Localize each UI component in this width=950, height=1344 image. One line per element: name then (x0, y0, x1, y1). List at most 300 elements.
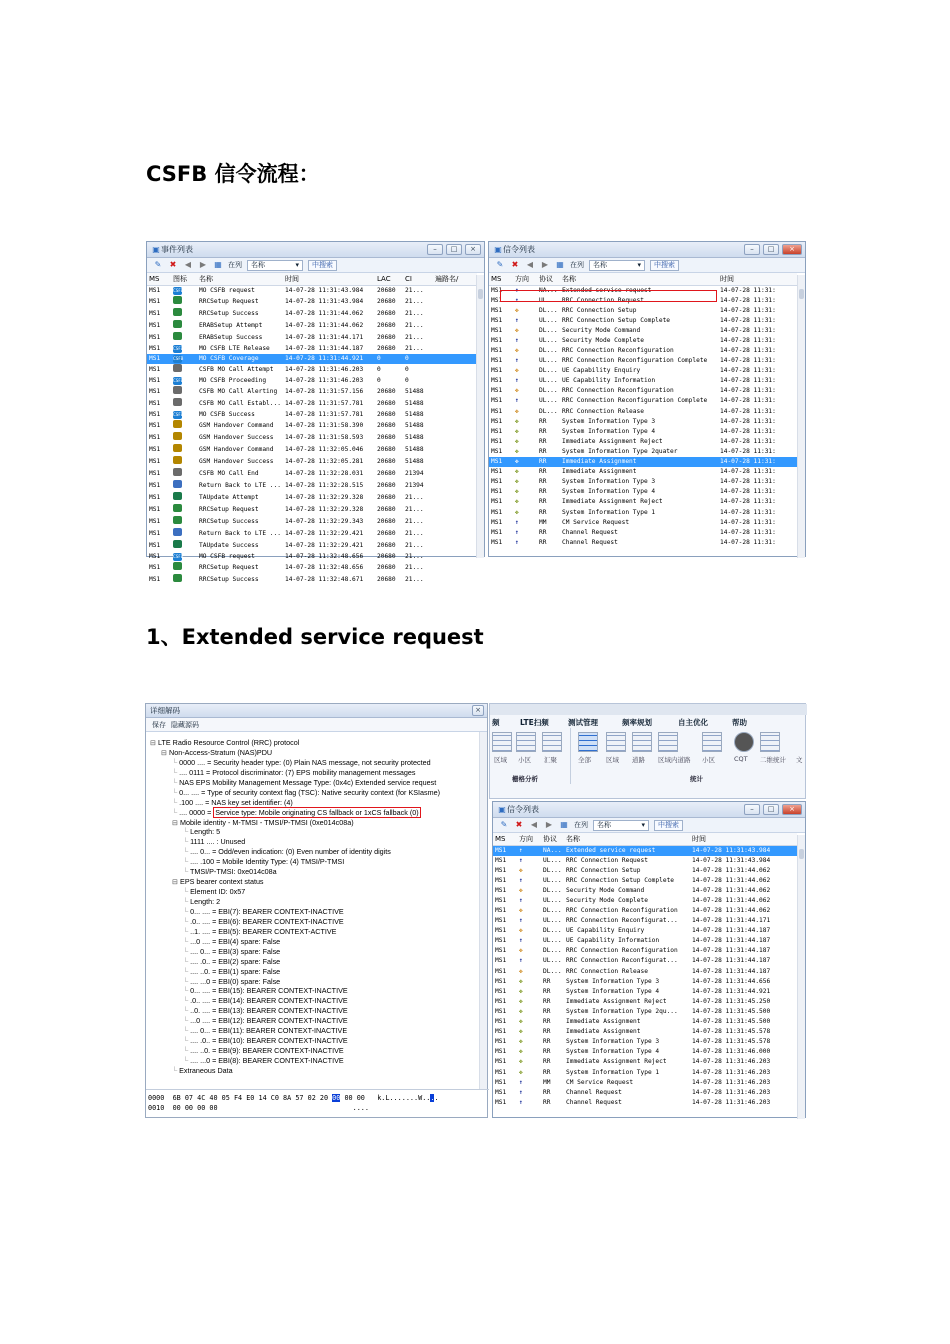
road-cell (433, 528, 477, 540)
table-row[interactable] (493, 987, 797, 997)
icon-cell (171, 320, 197, 332)
road-cell (433, 344, 477, 354)
time-cell: 14-07-28 11:31: (720, 447, 776, 455)
back-arrow-icon[interactable]: ◀ (530, 820, 538, 829)
tree-node[interactable] (150, 788, 440, 798)
ci-cell: 21... (405, 563, 424, 571)
vertical-scrollbar[interactable] (479, 732, 487, 1089)
ribbon-tool-icon[interactable] (734, 732, 754, 752)
ribbon-tool-label: 文 (796, 756, 803, 764)
table-row[interactable] (147, 492, 477, 504)
table-row[interactable] (493, 977, 797, 987)
ms-cell: MS1 (149, 410, 161, 418)
table-row[interactable] (493, 946, 797, 956)
ms-cell: MS1 (149, 387, 161, 395)
uplink-arrow-icon: ↑ (519, 856, 523, 864)
name-cell: RRCSetup Request (199, 297, 259, 305)
name-cell: UE Capability Enquiry (562, 367, 641, 375)
column-header[interactable]: 时间 (718, 273, 797, 285)
tree-node[interactable] (150, 957, 440, 967)
tree-node[interactable] (150, 738, 440, 748)
table-row[interactable] (147, 516, 477, 528)
table-row[interactable] (493, 1027, 797, 1037)
edit-icon[interactable]: ✎ (154, 260, 162, 269)
tree-node[interactable] (150, 748, 440, 758)
tree-node-text: ...0 .... = EBI(4) spare: False (190, 936, 281, 946)
edit-icon[interactable]: ✎ (496, 260, 504, 269)
time-cell: 14-07-28 11:31: (720, 326, 776, 334)
table-row[interactable] (493, 1047, 797, 1057)
forward-arrow-icon[interactable]: ▶ (199, 260, 207, 269)
vertical-scrollbar[interactable] (476, 275, 484, 558)
table-row[interactable] (147, 386, 477, 398)
vertical-scrollbar[interactable] (797, 835, 805, 1119)
table-row[interactable] (489, 386, 797, 396)
table-row[interactable] (489, 437, 797, 447)
column-header[interactable]: 名称 (564, 833, 690, 845)
direction-cell (517, 1098, 541, 1108)
downlink-arrow-icon: ✥ (515, 437, 519, 445)
maximize-button[interactable]: □ (446, 244, 462, 255)
ci-cell: 21... (405, 333, 424, 341)
ci-cell: 21... (405, 517, 424, 525)
time-cell: 14-07-28 11:31:44.171 (692, 917, 771, 925)
forward-arrow-icon[interactable]: ▶ (541, 260, 549, 269)
column-header[interactable]: CI (403, 273, 433, 285)
tree-node[interactable] (150, 967, 440, 977)
tree-node[interactable] (150, 996, 440, 1006)
rrc-icon (173, 574, 182, 582)
time-cell: 14-07-28 11:31:44.656 (692, 977, 771, 985)
table-row[interactable] (493, 1088, 797, 1098)
protocol-cell: DL... (539, 326, 558, 334)
tree-node[interactable] (150, 768, 440, 778)
tree-node-text: .0.. .... = EBI(14): BEARER CONTEXT-INACTIVE (190, 996, 348, 1006)
lac-cell: 20680 (377, 481, 396, 489)
ribbon-tool-icon[interactable] (632, 732, 652, 752)
ribbon-tab[interactable]: 自主优化 (678, 718, 708, 727)
table-row[interactable] (147, 296, 477, 308)
time-cell: 14-07-28 11:32:05.281 (285, 457, 364, 465)
tree-node[interactable] (150, 1006, 440, 1016)
table-row[interactable] (489, 326, 797, 336)
name-cell: MO CSFB Success (199, 410, 255, 418)
tree-node[interactable] (150, 1066, 440, 1076)
phone-icon (173, 468, 182, 476)
lac-cell: 20680 (377, 457, 396, 465)
icon-cell (171, 444, 197, 456)
table-row[interactable] (493, 967, 797, 977)
table-row[interactable] (147, 504, 477, 516)
table-row[interactable] (489, 528, 797, 538)
maximize-button[interactable]: □ (763, 244, 779, 255)
table-row[interactable] (147, 562, 477, 574)
direction-cell (513, 457, 537, 467)
table-row[interactable] (489, 316, 797, 326)
ribbon-tool-label: 区域 (494, 756, 507, 764)
in-column-label: 在列 (570, 261, 584, 269)
table-row[interactable] (493, 856, 797, 866)
lac-cell: 20680 (377, 433, 396, 441)
delete-icon[interactable]: ✖ (515, 820, 523, 829)
table-row[interactable] (147, 354, 477, 364)
time-cell: 14-07-28 11:31:44.187 (692, 967, 771, 975)
ribbon-tool-icon[interactable] (760, 732, 780, 752)
ribbon-tool-label: 二维统计 (760, 756, 786, 764)
column-header[interactable]: 时间 (690, 833, 797, 845)
table-row[interactable] (493, 876, 797, 886)
tree-branch-line: └ (183, 867, 190, 877)
table-row[interactable] (493, 1078, 797, 1088)
name-cell: RRC Connection Release (562, 407, 644, 415)
tree-node[interactable] (150, 857, 440, 867)
table-row[interactable] (493, 997, 797, 1007)
rrc-icon (173, 296, 182, 304)
name-cell: UE Capability Information (562, 377, 656, 385)
direction-cell (517, 1088, 541, 1098)
forward-arrow-icon[interactable]: ▶ (545, 820, 553, 829)
table-row[interactable] (147, 540, 477, 552)
icon-cell (171, 344, 197, 354)
minimize-button[interactable]: – (744, 804, 760, 815)
table-row[interactable] (147, 420, 477, 432)
ribbon-title-strip (490, 704, 807, 715)
tree-node[interactable] (150, 1036, 440, 1046)
table-row[interactable] (147, 528, 477, 540)
tree-branch-line: └ (183, 827, 191, 837)
tree-node[interactable] (150, 1026, 440, 1036)
column-select[interactable] (247, 260, 303, 271)
table-row[interactable] (489, 396, 797, 406)
filter-icon[interactable]: ▦ (214, 260, 222, 269)
table-row[interactable] (493, 1017, 797, 1027)
direction-cell (517, 967, 541, 977)
tree-node[interactable] (150, 937, 440, 947)
save-button[interactable]: 保存 (152, 720, 166, 729)
collapse-toggle-icon[interactable]: ⊟ (161, 747, 170, 757)
table-row[interactable] (489, 427, 797, 437)
table-row[interactable] (147, 444, 477, 456)
table-row[interactable] (489, 487, 797, 497)
window-title: 详细解码 (150, 706, 180, 715)
direction-cell (513, 356, 537, 366)
table-row[interactable] (493, 1067, 797, 1077)
close-button[interactable]: × (782, 244, 802, 255)
table-row[interactable] (147, 308, 477, 320)
protocol-cell: UL... (543, 896, 562, 904)
name-cell: RRC Connection Reconfigurat... (566, 957, 678, 965)
tree-node[interactable] (150, 827, 440, 837)
time-cell: 14-07-28 11:31:57.781 (285, 410, 364, 418)
chevron-down-icon: ▾ (295, 260, 299, 269)
hex-ascii-highlight: . (430, 1094, 435, 1102)
time-cell: 14-07-28 11:31:44.062 (692, 876, 771, 884)
table-row[interactable] (493, 1007, 797, 1017)
direction-cell (513, 386, 537, 396)
tree-node[interactable] (150, 1056, 440, 1066)
tree-branch-line: └ (172, 767, 180, 777)
tree-node[interactable] (150, 867, 440, 877)
ribbon-tab[interactable]: 频 (492, 718, 500, 727)
table-row[interactable] (489, 376, 797, 386)
lac-cell: 20680 (377, 321, 396, 329)
uplink-arrow-icon: ↑ (515, 336, 519, 344)
close-button[interactable]: × (465, 244, 481, 255)
ms-cell: MS1 (495, 1078, 507, 1086)
minimize-button[interactable]: – (744, 244, 760, 255)
column-header[interactable]: 名称 (197, 273, 283, 285)
table-row[interactable] (489, 306, 797, 316)
name-cell: Immediate Assignment Reject (562, 437, 663, 445)
table-row[interactable] (489, 467, 797, 477)
tree-node-text: .... .100 = Mobile Identity Type: (4) TMSI/P-TMSI (190, 857, 345, 867)
ribbon-tool-icon[interactable] (492, 732, 512, 752)
column-header[interactable]: 名称 (560, 273, 718, 285)
tree-branch-line: └ (183, 857, 191, 867)
window-icon: ▣ (152, 244, 160, 254)
lac-cell: 0 (377, 376, 381, 384)
uplink-arrow-icon: ↑ (519, 957, 523, 965)
column-header[interactable]: 遍路名/ (433, 273, 477, 285)
icon-cell (171, 432, 197, 444)
ribbon-tool-icon[interactable] (542, 732, 562, 752)
delete-icon[interactable]: ✖ (169, 260, 177, 269)
table-row[interactable] (489, 346, 797, 356)
table-row[interactable] (493, 916, 797, 926)
tree-node[interactable] (150, 947, 440, 957)
time-cell: 14-07-28 11:31: (720, 336, 776, 344)
table-row[interactable] (489, 356, 797, 366)
ms-cell: MS1 (149, 376, 161, 384)
column-header[interactable]: 时间 (283, 273, 375, 285)
icon-cell (171, 574, 197, 586)
table-row[interactable] (147, 364, 477, 376)
back-arrow-icon[interactable]: ◀ (184, 260, 192, 269)
name-cell: Immediate Assignment Reject (566, 997, 667, 1005)
table-row[interactable] (147, 456, 477, 468)
name-cell: System Information Type 2quater (562, 447, 678, 455)
direction-cell (513, 437, 537, 447)
column-header[interactable]: 协议 (537, 273, 560, 285)
ribbon-group-grid-analysis: 栅格分析 (512, 775, 538, 783)
hex-pane (148, 1093, 439, 1113)
lac-cell: 20680 (377, 421, 396, 429)
tree-node[interactable] (150, 778, 440, 788)
time-cell: 14-07-28 11:31: (720, 296, 776, 304)
ribbon-tool-icon[interactable] (606, 732, 626, 752)
column-header[interactable]: 协议 (541, 833, 564, 845)
time-cell: 14-07-28 11:32:29.421 (285, 541, 364, 549)
ms-cell: MS1 (491, 468, 503, 476)
uplink-arrow-icon: ↑ (519, 1078, 523, 1086)
tree-node[interactable] (150, 808, 440, 818)
table-row[interactable] (147, 320, 477, 332)
protocol-cell: DL... (539, 407, 558, 415)
direction-cell (517, 1078, 541, 1088)
column-header[interactable]: LAC (375, 273, 403, 285)
tree-node[interactable] (150, 758, 440, 768)
maximize-button[interactable]: □ (763, 804, 779, 815)
column-select[interactable] (593, 820, 649, 831)
time-cell: 14-07-28 11:31:44.062 (692, 907, 771, 915)
table-row[interactable] (489, 417, 797, 427)
tree-node-text: .... ..0. = EBI(1) spare: False (190, 966, 281, 976)
minimize-button[interactable]: – (427, 244, 443, 255)
delete-icon[interactable]: ✖ (511, 260, 519, 269)
time-cell: 14-07-28 11:32:28.031 (285, 469, 364, 477)
name-cell: RRC Connection Reconfiguration Complete (562, 397, 708, 405)
collapse-toggle-icon[interactable]: ⊟ (172, 877, 181, 887)
column-header[interactable]: 方向 (517, 833, 541, 845)
table-row[interactable] (147, 574, 477, 586)
column-header[interactable]: 图标 (171, 273, 197, 285)
icon-cell (171, 552, 197, 562)
road-cell (433, 456, 477, 468)
tree-node[interactable] (150, 1046, 440, 1056)
time-cell: 14-07-28 11:31:46.203 (692, 1078, 771, 1086)
tree-node[interactable] (150, 877, 440, 887)
table-row[interactable] (493, 866, 797, 876)
ms-cell: MS1 (491, 407, 503, 415)
ribbon-tool-icon[interactable] (702, 732, 722, 752)
ribbon-tool-icon[interactable] (578, 732, 598, 752)
table-row[interactable] (147, 468, 477, 480)
tree-node[interactable] (150, 927, 440, 937)
table-row[interactable] (147, 480, 477, 492)
rrc-icon (173, 308, 182, 316)
tree-node[interactable] (150, 887, 440, 897)
search-button[interactable]: 中搜索 (308, 260, 337, 271)
column-header[interactable]: 方向 (513, 273, 537, 285)
column-header[interactable]: MS (493, 833, 517, 845)
ribbon-tab[interactable]: 频率规划 (622, 718, 652, 727)
ribbon-tab[interactable]: 帮助 (732, 718, 747, 727)
ribbon-group-stats: 统计 (690, 775, 703, 783)
time-cell: 14-07-28 11:31:57.781 (285, 399, 364, 407)
tree-node[interactable] (150, 818, 440, 828)
ms-cell: MS1 (495, 1007, 507, 1015)
table-row[interactable] (493, 896, 797, 906)
table-row[interactable] (489, 336, 797, 346)
table-row[interactable] (493, 926, 797, 936)
ms-cell: MS1 (149, 505, 161, 513)
table-row[interactable] (489, 407, 797, 417)
table-row[interactable] (493, 1057, 797, 1067)
tree-node[interactable] (150, 977, 440, 987)
tree-node-text: ..1. .... = EBI(5): BEARER CONTEXT-ACTIVE (190, 926, 337, 936)
table-row[interactable] (493, 886, 797, 896)
ribbon-tab[interactable]: 测试管理 (568, 718, 598, 727)
filter-icon[interactable]: ▦ (560, 820, 568, 829)
ribbon-tool-icon[interactable] (516, 732, 536, 752)
tree-node-text: Length: 2 (190, 897, 221, 906)
column-header[interactable]: MS (147, 273, 171, 285)
ms-cell: MS1 (149, 421, 161, 429)
table-row[interactable] (147, 344, 477, 354)
ms-cell: MS1 (149, 344, 161, 352)
table-row[interactable] (147, 410, 477, 420)
downlink-arrow-icon: ✥ (515, 367, 519, 375)
table-row[interactable] (489, 447, 797, 457)
time-cell: 14-07-28 11:31:43.984 (692, 856, 771, 864)
search-button[interactable]: 中搜索 (654, 820, 683, 831)
table-row[interactable] (493, 1037, 797, 1047)
table-row[interactable] (489, 366, 797, 376)
collapse-toggle-icon[interactable]: ⊟ (172, 817, 181, 827)
direction-cell (517, 886, 541, 896)
ms-cell: MS1 (495, 957, 507, 965)
table-row[interactable] (493, 956, 797, 966)
collapse-toggle-icon[interactable]: ⊟ (150, 738, 159, 747)
table-row[interactable] (147, 285, 477, 296)
tree-node[interactable] (150, 917, 440, 927)
edit-icon[interactable]: ✎ (500, 820, 508, 829)
table-row[interactable] (489, 518, 797, 528)
ms-cell: MS1 (149, 493, 161, 501)
ms-cell: MS1 (491, 336, 503, 344)
tree-node-text: NAS EPS Mobility Management Message Type: (0x4c) Extended service request (179, 777, 437, 787)
filter-icon[interactable]: ▦ (556, 260, 564, 269)
table-row[interactable] (147, 432, 477, 444)
table-row[interactable] (147, 552, 477, 562)
tree-node[interactable] (150, 847, 440, 857)
table-row[interactable] (493, 906, 797, 916)
table-row[interactable] (493, 1098, 797, 1108)
table-row[interactable] (147, 332, 477, 344)
close-button[interactable]: × (472, 705, 484, 716)
table-row[interactable] (147, 376, 477, 386)
search-button[interactable]: 中搜索 (650, 260, 679, 271)
table-row[interactable] (489, 538, 797, 548)
tree-node[interactable] (150, 897, 440, 907)
name-cell: Security Mode Command (562, 326, 641, 334)
table-row[interactable] (147, 398, 477, 410)
ribbon-tab[interactable]: LTE扫频 (520, 718, 549, 727)
tree-node[interactable] (150, 986, 440, 996)
chevron-down-icon: ▾ (641, 820, 645, 829)
ms-cell: MS1 (495, 876, 507, 884)
table-row[interactable] (489, 477, 797, 487)
tree-node[interactable] (150, 837, 440, 847)
icon-cell (171, 468, 197, 480)
uplink-arrow-icon: ↑ (515, 316, 519, 324)
table-row[interactable] (489, 497, 797, 507)
column-select[interactable] (589, 260, 645, 271)
uplink-arrow-icon: ↑ (515, 286, 519, 294)
road-cell (433, 540, 477, 552)
table-row[interactable] (493, 936, 797, 946)
downlink-arrow-icon: ✥ (519, 1018, 523, 1026)
back-arrow-icon[interactable]: ◀ (526, 260, 534, 269)
column-header[interactable]: MS (489, 273, 513, 285)
vertical-scrollbar[interactable] (797, 275, 805, 558)
protocol-cell: RR (537, 457, 560, 467)
window-title: 信令列表 (503, 245, 535, 254)
close-button[interactable]: × (782, 804, 802, 815)
tree-node[interactable] (150, 907, 440, 917)
table-row[interactable] (493, 845, 797, 856)
protocol-cell: UL... (543, 917, 562, 925)
table-row[interactable] (489, 457, 797, 467)
pane-divider (146, 1089, 489, 1090)
time-cell: 14-07-28 11:31:46.203 (285, 365, 364, 373)
hide-source-button[interactable]: 隐藏源码 (171, 720, 199, 729)
road-cell (433, 410, 477, 420)
ribbon-tool-icon[interactable] (658, 732, 678, 752)
tree-node[interactable] (150, 1016, 440, 1026)
time-cell: 14-07-28 11:31: (720, 387, 776, 395)
table-row[interactable] (489, 507, 797, 517)
